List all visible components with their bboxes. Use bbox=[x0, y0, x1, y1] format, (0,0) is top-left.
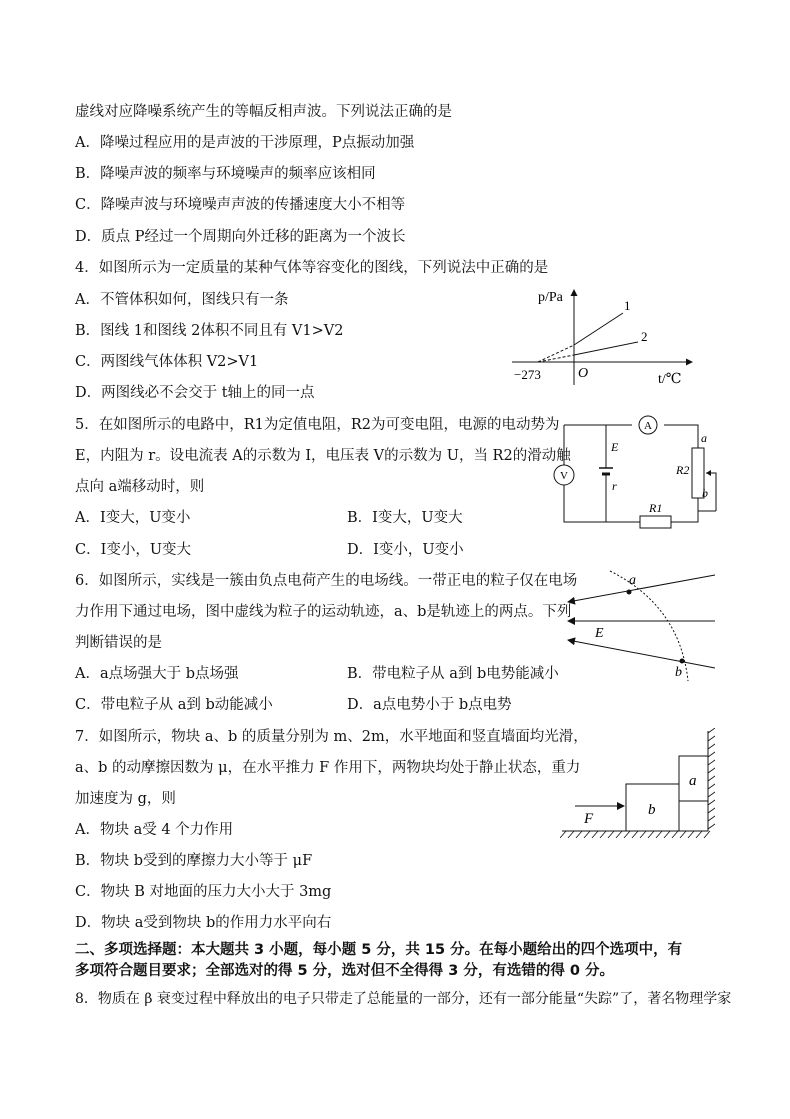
ground-hatch bbox=[560, 831, 710, 838]
q6-option-c: C．带电粒子从 a到 b动能减小 bbox=[75, 697, 273, 713]
line1-extension bbox=[538, 345, 574, 362]
q7-option-a: A．物块 a受 4 个力作用 bbox=[75, 822, 234, 838]
r2-end-b: b bbox=[702, 486, 708, 500]
q3-option-c: C．降噪声波与环境噪声声波的传播速度大小不相等 bbox=[75, 197, 406, 213]
r1-label: R1 bbox=[649, 501, 663, 515]
q6-stem-3: 判断错误的是 bbox=[75, 635, 162, 651]
block-b-label: b bbox=[648, 802, 656, 818]
q5-stem-2: E，内阻为 r。设电流表 A的示数为 I，电压表 V的示数为 U，当 R2的滑动触 bbox=[75, 448, 571, 464]
point-b bbox=[680, 659, 685, 664]
line1 bbox=[574, 313, 623, 345]
q5-circuit bbox=[548, 408, 728, 533]
q5-stem-1: 5．在如图所示的电路中，R1为定值电阻，R2为可变电阻，电源的电动势为 bbox=[75, 417, 560, 433]
p-axis-label: p/Pa bbox=[538, 290, 563, 305]
q6-option-a: A．a点场强大于 b点场强 bbox=[75, 666, 239, 682]
q7-option-b: B．物块 b受到的摩擦力大小等于 μF bbox=[75, 853, 313, 869]
q6-option-b: B．带电粒子从 a到 b电势能减小 bbox=[347, 666, 559, 682]
q6-stem-1: 6．如图所示，实线是一簇由负点电荷产生的电场线。一带正电的粒子仅在电场 bbox=[75, 573, 578, 589]
q4-option-c: C．两图线气体体积 V2>V1 bbox=[75, 354, 259, 370]
internal-r-label: r bbox=[612, 479, 617, 493]
q3-option-b: B．降噪声波的频率与环境噪声的频率应该相同 bbox=[75, 166, 376, 182]
field-line-bottom bbox=[568, 640, 715, 668]
q6-field-diagram bbox=[560, 566, 720, 681]
line1-label: 1 bbox=[624, 298, 631, 313]
line2 bbox=[574, 342, 638, 355]
q7-stem-1: 7．如图所示，物块 a、b 的质量分别为 m、2m，水平地面和竖直墙面均光滑， bbox=[75, 729, 588, 745]
q6-option-d: D．a点电势小于 b点电势 bbox=[347, 697, 512, 713]
line2-label: 2 bbox=[641, 329, 648, 344]
voltmeter-label: V bbox=[560, 470, 568, 482]
q7-stem-3: 加速度为 g，则 bbox=[75, 791, 176, 807]
block-a-label: a bbox=[689, 773, 697, 789]
q4-option-a: A．不管体积如何，图线只有一条 bbox=[75, 292, 289, 308]
q3-option-d: D．质点 P经过一个周期向外迁移的距离为一个波长 bbox=[75, 229, 406, 245]
tick-273: −273 bbox=[514, 367, 541, 382]
q4-pt-graph bbox=[500, 285, 700, 390]
r2-label: R2 bbox=[676, 463, 690, 477]
ammeter-label: A bbox=[644, 420, 652, 432]
wall-hatch bbox=[708, 728, 715, 829]
q5-stem-3: 点向 a端移动时，则 bbox=[75, 479, 205, 495]
q3-option-a: A．降噪过程应用的是声波的干涉原理，P点振动加强 bbox=[75, 135, 415, 151]
field-e-label: E bbox=[595, 626, 604, 641]
slider-arrow bbox=[706, 470, 711, 476]
emf-label: E bbox=[611, 440, 619, 454]
q5-option-d: D．I变小，U变小 bbox=[347, 542, 464, 558]
point-b-label: b bbox=[675, 665, 682, 680]
point-a-label: a bbox=[629, 573, 636, 588]
field-line-top bbox=[568, 575, 715, 602]
q7-block-diagram bbox=[560, 728, 725, 843]
r2-end-a: a bbox=[701, 431, 707, 445]
q8-stem-1: 8．物质在 β 衰变过程中释放出的电子只带走了总能量的一部分，还有一部分能量“失踪”了，著名物理学家 bbox=[75, 991, 732, 1007]
q7-option-c: C．物块 B 对地面的压力大小大于 3mg bbox=[75, 884, 332, 900]
q6-stem-2: 力作用下通过电场，图中虚线为粒子的运动轨迹，a、b是轨迹上的两点。下列 bbox=[75, 604, 572, 620]
point-a bbox=[627, 590, 632, 595]
q7-stem-2: a、b 的动摩擦因数为 μ，在水平推力 F 作用下，两物块均处于静止状态，重力 bbox=[75, 760, 581, 776]
q4-stem: 4．如图所示为一定质量的某种气体等容变化的图线，下列说法中正确的是 bbox=[75, 260, 549, 276]
block-a-column bbox=[679, 756, 708, 831]
q7-option-d: D．物块 a受到物块 b的作用力水平向右 bbox=[75, 915, 332, 931]
section2-heading-1: 二、多项选择题：本大题共 3 小题，每小题 5 分，共 15 分。在每小题给出的四个选项中，有 bbox=[75, 942, 683, 958]
origin-label: O bbox=[578, 366, 589, 381]
force-f-label: F bbox=[584, 811, 594, 827]
section2-heading-2: 多项符合题目要求；全部选对的得 5 分，选对但不全得得 3 分，有选错的得 0 分。 bbox=[75, 963, 615, 979]
r1-resistor bbox=[640, 516, 671, 528]
q5-option-b: B．I变大，U变大 bbox=[347, 510, 463, 526]
q5-option-a: A．I变大，U变小 bbox=[75, 510, 191, 526]
q5-option-c: C．I变小，U变大 bbox=[75, 542, 192, 558]
q4-option-d: D．两图线必不会交于 t轴上的同一点 bbox=[75, 385, 315, 401]
q3-stem: 虚线对应降噪系统产生的等幅反相声波。下列说法正确的是 bbox=[75, 104, 452, 120]
t-axis-label: t/℃ bbox=[658, 372, 682, 387]
line2-extension bbox=[538, 355, 574, 362]
q4-option-b: B．图线 1和图线 2体积不同且有 V1>V2 bbox=[75, 323, 344, 339]
